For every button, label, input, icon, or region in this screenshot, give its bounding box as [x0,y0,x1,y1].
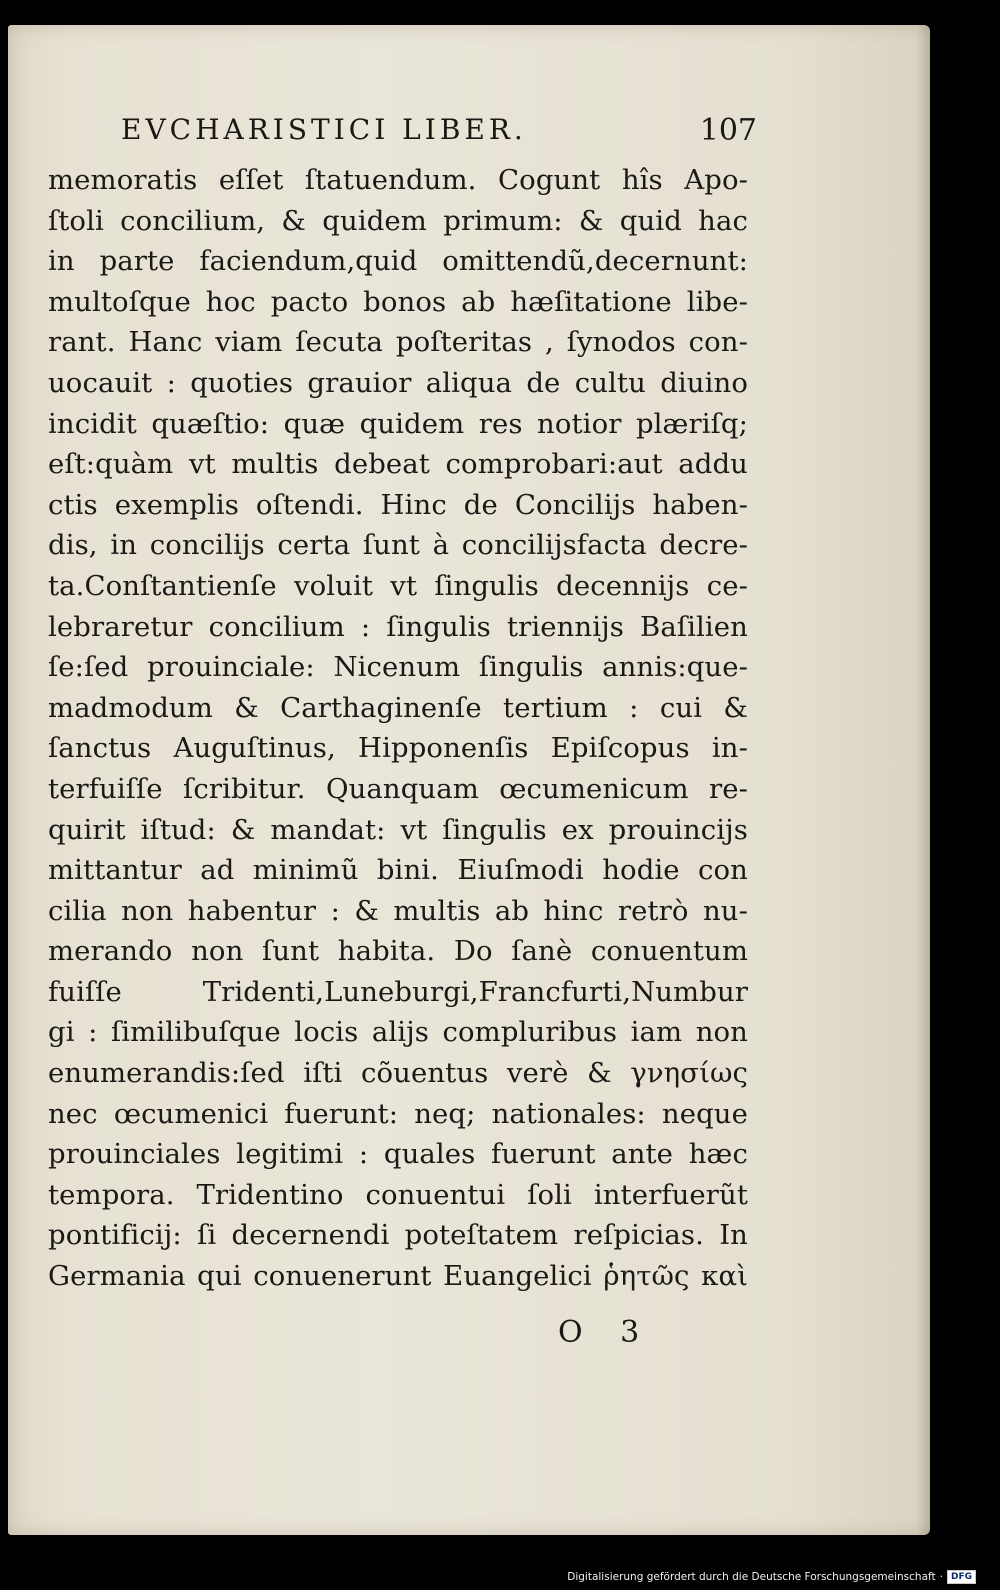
text-line: pontificij: ſi decernendi poteſtatem reſpicias. In [48,1219,748,1252]
text-line: mittantur ad minimũ bini. Eiuſmodi hodie con [48,854,748,887]
text-line: quirit iſtud: & mandat: vt ſingulis ex prouincijs [48,813,748,846]
text-line: fuiſſe Tridenti,Luneburgi,Francfurti,Numbur [48,975,748,1008]
text-line: lebraretur concilium : ſingulis triennijs Baſilien [48,610,748,643]
text-line: uocauit : quoties grauior aliqua de cultu diuino [48,366,748,399]
credit-separator: · [939,1571,943,1583]
text-line: memoratis eſſet ſtatuendum. Cogunt hîs Apo- [48,164,748,196]
text-line: ctis exemplis oſtendi. Hinc de Concilijs haben- [48,488,748,521]
text-line: multoſque hoc pacto bonos ab hæſitatione libe- [48,285,748,318]
page-number: 107 [699,113,757,148]
dfg-logo: DFG [947,1570,976,1584]
text-line: cilia non habentur : & multis ab hinc retrò nu- [48,894,748,927]
text-line: ta.Conſtantienſe voluit vt ſingulis decennijs ce- [48,569,748,602]
text-line: ſtoli concilium, & quidem primum: & quid hac [48,204,748,237]
text-line: prouinciales legitimi : quales fuerunt ante hæc [48,1138,748,1171]
text-block [48,160,748,1297]
text-line: eſt:quàm vt multis debeat comprobari:aut addu [48,448,748,481]
text-line: dis, in concilijs certa ſunt à concilijsfacta decre- [48,529,748,562]
text-line: madmodum & Carthaginenſe tertium : cui & [48,691,748,724]
text-line: Germania qui conuenerunt Euangelici ῥητῶς καὶ [48,1260,748,1293]
text-line: terfuiſſe ſcribitur. Quanquam œcumenicum re- [48,772,748,805]
page-header [121,113,757,155]
text-line: gi : ſimilibuſque locis alijs compluribus iam non [48,1016,748,1049]
text-line: tempora. Tridentino conuentui ſoli interfuerũt [48,1178,748,1211]
text-line: rant. Hanc viam ſecuta poſteritas , ſynodos con- [48,326,748,359]
book-page [8,25,930,1535]
text-line: incidit quæſtio: quæ quidem res notior plæriſq; [48,407,748,440]
text-line: nec œcumenici fuerunt: neq; nationales: neque [48,1097,748,1130]
text-line: ſe:ſed prouinciale: Nicenum ſingulis annis:que- [48,651,748,684]
text-line: merando non ſunt habita. Do ſanè conuentum [48,935,748,968]
text-line: enumerandis:ſed iſti cõuentus verè & γνησίως [48,1057,748,1090]
text-line: ſanctus Auguſtinus, Hipponenſis Epiſcopus in- [48,732,748,765]
credit-text: Digitalisierung gefördert durch die Deutsche Forschungsgemeinschaft [567,1571,936,1583]
page-edge-shadow [916,25,930,1535]
signature-mark: O 3 [558,1315,654,1350]
digitization-credit [567,1568,976,1586]
text-line: in parte faciendum,quid omittendũ,decernunt: [48,245,748,278]
running-title: EVCHARISTICI LIBER. [121,113,527,146]
